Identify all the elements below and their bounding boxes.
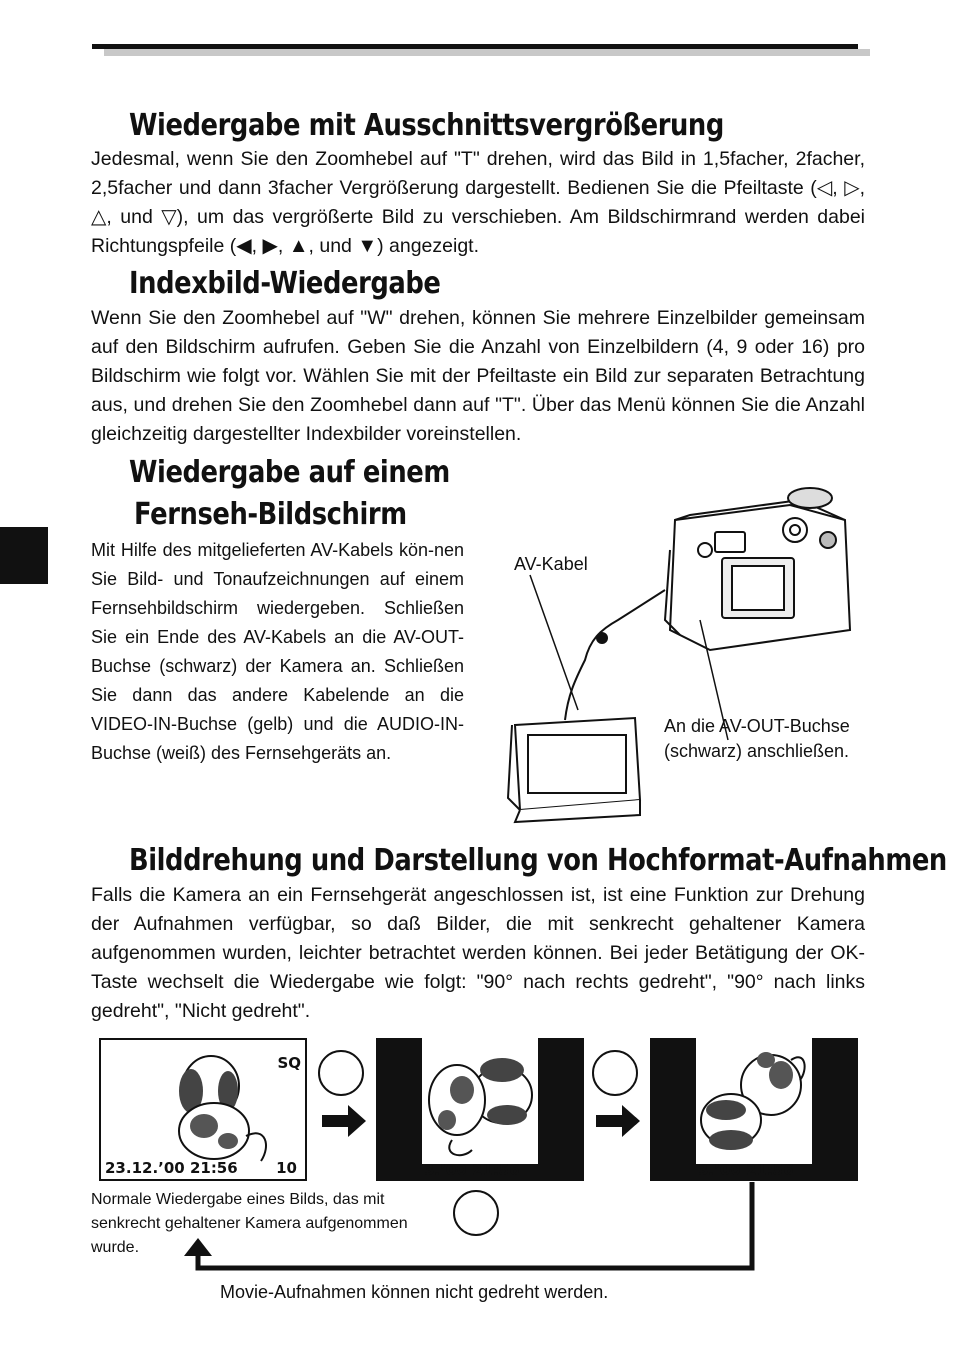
camera-icon	[665, 488, 850, 650]
arrow-right-outline-icon: ▷	[844, 177, 860, 199]
panel2-date: 3.’00 21:56	[424, 1161, 520, 1179]
panel3-date: 3.’00 21:56	[698, 1161, 794, 1179]
av-cable-label: AV-Kabel	[514, 554, 588, 574]
dog-upright-icon	[156, 1046, 276, 1166]
arrow-right-filled-icon: ▶	[262, 235, 278, 257]
tv-icon	[508, 718, 640, 822]
ok-button-icon	[318, 1050, 364, 1096]
heading-tv-line2: Fernseh-Bildschirm	[134, 497, 407, 532]
dog-rotated-right-icon	[422, 1040, 538, 1162]
arrow-right-icon	[322, 1103, 368, 1139]
heading-rotate: Bilddrehung und Darstellung von Hochformat-Aufnahmen	[129, 843, 947, 878]
caption-line3: wurde.	[91, 1239, 140, 1256]
caption-line2: senkrecht gehaltener Kamera aufgenommen	[91, 1215, 408, 1232]
arrow-up-filled-icon: ▲	[288, 235, 309, 257]
panel-rotated-left	[650, 1038, 858, 1181]
frame-number: 10	[276, 1159, 297, 1177]
heading-zoom: Wiedergabe mit Ausschnittsvergrößerung	[129, 108, 724, 143]
av-out-label-line1: An die AV-OUT-Buchse	[664, 716, 850, 736]
chapter-tab	[0, 527, 48, 584]
arrow-left-filled-icon: ◀	[236, 235, 252, 257]
camera-tv-illustration	[490, 480, 870, 830]
ok-button-icon-2	[592, 1050, 638, 1096]
panel1-date: 23.12.’00 21:56	[105, 1159, 238, 1177]
av-out-label-line2: (schwarz) anschließen.	[664, 741, 850, 761]
quality-badge: SQ	[277, 1054, 301, 1072]
heading-tv-line1: Wiedergabe auf einem	[129, 455, 450, 490]
arrow-right-icon-2	[596, 1103, 642, 1139]
arrow-down-filled-icon: ▼	[357, 235, 378, 257]
zoom-paragraph: Jedesmal, wenn Sie den Zoomhebel auf "T" drehen, wird das Bild in 1,5facher, 2facher, 2,5facher und dann 3facher Vergrößerung dargestellt. Bedienen Sie die Pfeiltaste (◁, ▷, △, und ▽), um das vergrößerte Bild zu verschieben. Am Bildschirmrand werden dabei Richtungspfeile (◀, ▶, ▲, und ▼) angezeigt.	[91, 148, 865, 257]
arrow-down-outline-icon: ▽	[161, 206, 177, 228]
arrow-up-outline-icon: △	[91, 206, 107, 228]
caption-line1: Normale Wiedergabe eines Bilds, das mit	[91, 1191, 385, 1208]
rotate-paragraph: Falls die Kamera an ein Fernsehgerät angeschlossen ist, ist eine Funktion zur Drehung der Aufnahmen verfügbar, so daß Bilder, die mit senkrecht gehaltener Kamera aufgenommen wurden, leichter betrachtet werden können. Bei jeder Betätigung der OK-Taste wechselt die Wiedergabe wie folgt: "90° nach rechts gedreht", "90° nach links gedreht", "Nicht gedreht".	[91, 884, 865, 1022]
top-rule-shadow	[104, 49, 870, 56]
dog-rotated-left-icon	[696, 1040, 812, 1162]
tv-paragraph: Mit Hilfe des mitgelieferten AV-Kabels kön-nen Sie Bild- und Tonaufzeichnungen auf einem Fernsehbildschirm wiedergeben. Schließen Sie ein Ende des AV-Kabels an die AV-OUT-Buchse (schwarz) der Kamera an. Schließen Sie dann das andere Kabelende an die VIDEO-IN-Buchse (gelb) und die AUDIO-IN-Buchse (weiß) des Fernsehgeräts an.	[91, 540, 464, 763]
movie-note: Movie-Aufnahmen können nicht gedreht werden.	[220, 1282, 609, 1302]
panel-rotated-right	[376, 1038, 584, 1181]
panel-normal	[99, 1038, 307, 1181]
index-paragraph: Wenn Sie den Zoomhebel auf "W" drehen, können Sie mehrere Einzelbilder gemeinsam auf den Bildschirm aufrufen. Geben Sie die Anzahl von Einzelbildern (4, 9 oder 16) pro Bildschirm wie folgt vor. Wählen Sie mit der Pfeiltaste ein Bild zur separaten Betrachtung aus, und drehen Sie den Zoomhebel dann auf "T". Über das Menü können Sie die Anzahl gleichzeitig dargestellter Indexbilder voreinstellen.	[91, 307, 865, 445]
arrow-left-outline-icon: ◁	[816, 177, 833, 199]
heading-index: Indexbild-Wiedergabe	[129, 266, 441, 301]
